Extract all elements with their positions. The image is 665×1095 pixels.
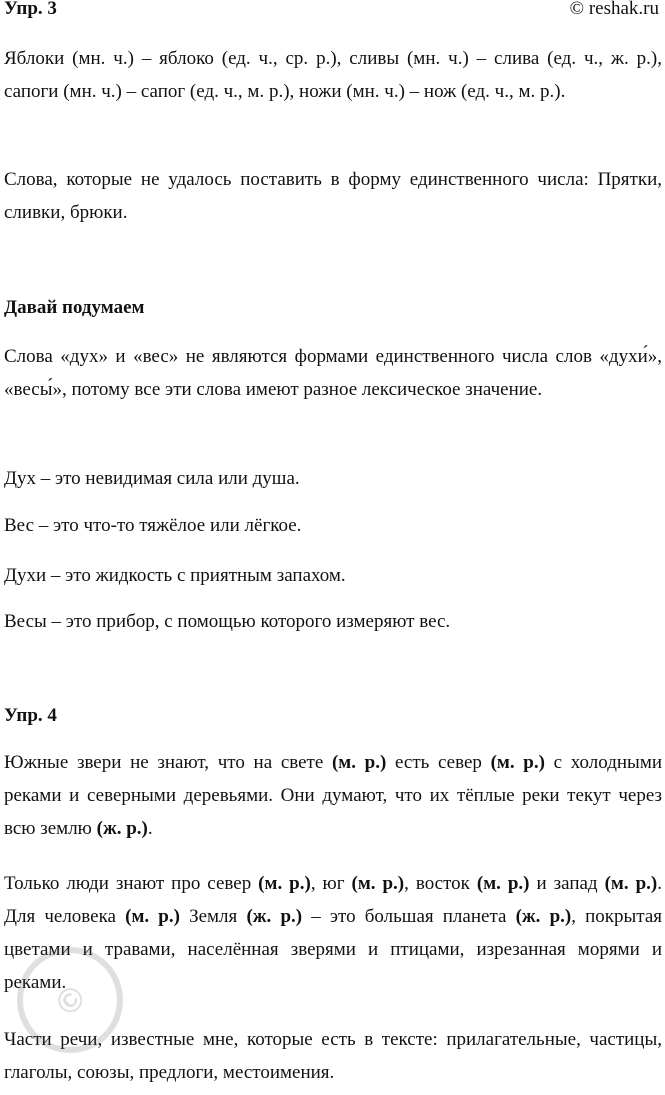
text-run: , юг — [310, 873, 352, 894]
exercise-4-paragraph-3: Части речи, известные мне, которые есть в тексте: прилагательные, частицы, глаголы, союзы, предлоги, местоимения. — [4, 1029, 662, 1083]
gender-mark: (м. р.) — [476, 873, 530, 894]
exercise-3-title: Упр. 3 — [4, 0, 57, 19]
text-run: Южные звери не знают, что на свете — [4, 752, 332, 773]
text-run: есть север — [386, 752, 491, 773]
think-section-title: Давай подумаем — [4, 297, 145, 318]
text-run: , покрытая цветами и травами, населённая зверями и птицами, изрезанная морями и реками. — [4, 906, 663, 993]
think-paragraph-ves: Вес – это что-то тяжёлое или лёгкое. — [4, 515, 302, 536]
gender-mark: (м. р.) — [258, 873, 311, 894]
think-paragraph-vesy: Весы – это прибор, с помощью которого измеряют вес. — [4, 611, 451, 632]
text-run: . Для человека — [4, 873, 662, 927]
gender-mark: (ж. р.) — [515, 906, 572, 927]
text-run: . — [147, 818, 153, 839]
gender-mark: (ж. р.) — [96, 818, 148, 839]
gender-mark: (ж. р.) — [246, 906, 303, 927]
exercise-3-paragraph-2: Слова, которые не удалось поставить в форму единственного числа: Прятки, сливки, брюки. — [4, 169, 662, 223]
text-run: , восток — [404, 873, 477, 894]
exercise-4-paragraph-1 — [4, 746, 662, 845]
gender-mark: (м. р.) — [125, 906, 180, 927]
watermark-text: © reshak.ru — [569, 0, 659, 19]
gender-mark: (м. р.) — [604, 873, 658, 894]
exercise-4-title: Упр. 4 — [4, 705, 57, 726]
gender-mark: (м. р.) — [351, 873, 405, 894]
exercise-3-paragraph-1: Яблоки (мн. ч.) – яблоко (ед. ч., ср. р.), сливы (мн. ч.) – слива (ед. ч., ж. р.), сапоги (мн. ч.) – сапог (ед. ч., м. р.), ножи (мн. ч.) – нож (ед. ч., м. р.). — [4, 48, 662, 102]
stamp-copyright-glyph: © — [48, 978, 94, 1024]
text-run: Земля — [179, 906, 247, 927]
text-run: – это большая планета — [302, 906, 516, 927]
think-paragraph-1: Слова «дух» и «вес» не являются формами единственного числа слов «духи́», «весы́», потому все эти слова имеют разное лексическое значение. — [4, 346, 662, 400]
think-paragraph-dukhi: Духи – это жидкость с приятным запахом. — [4, 565, 346, 586]
text-run: Только люди знают про север — [4, 873, 259, 894]
think-paragraph-dukh: Дух – это невидимая сила или душа. — [4, 468, 300, 489]
gender-mark: (м. р.) — [331, 752, 387, 773]
text-run: с холодными реками и северными деревьями. Они думают, что их тёплые реки текут через всю землю — [4, 752, 663, 839]
gender-mark: (м. р.) — [490, 752, 545, 773]
text-run: и запад — [529, 873, 605, 894]
